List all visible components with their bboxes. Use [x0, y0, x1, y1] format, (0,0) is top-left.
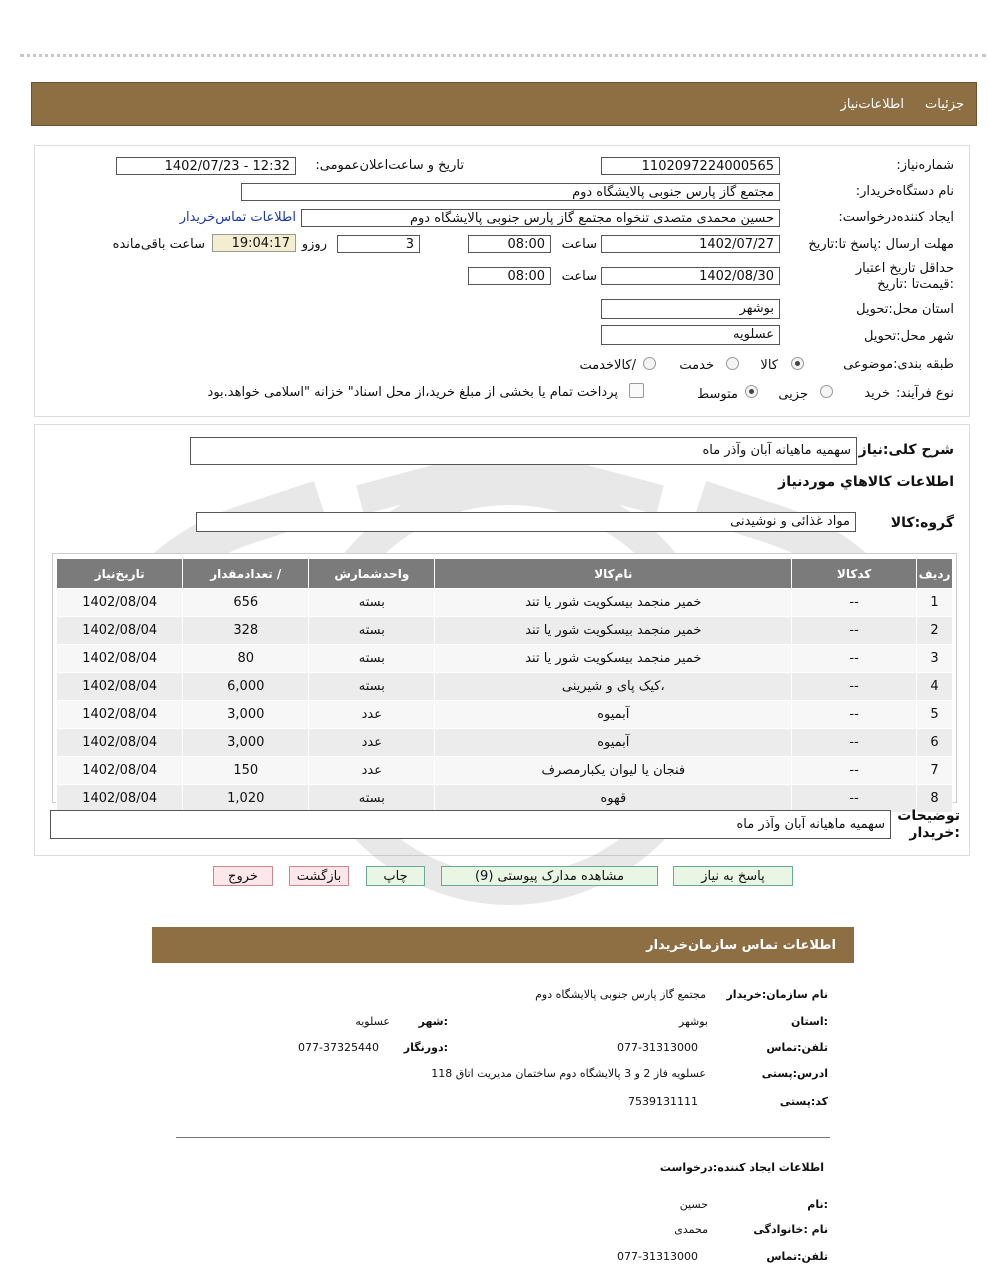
cell-date: 1402/08/04 [57, 673, 183, 701]
cell-unit: بسته [309, 617, 435, 645]
process-partial-radio[interactable] [820, 385, 833, 398]
days-label: روزو [301, 237, 327, 252]
org-label: نام سازمان:خریدار [726, 988, 828, 1001]
cell-row: 5 [917, 701, 953, 729]
province-label: استان محل:تحویل [856, 302, 954, 317]
cell-quantity: 6,000 [183, 673, 309, 701]
announce-field: 1402/07/23 - 12:32 [116, 157, 296, 175]
col-row: ردیف [917, 559, 953, 589]
cell-unit: بسته [309, 589, 435, 617]
cell-quantity: 1,020 [183, 785, 309, 813]
view-attachments-button[interactable]: مشاهده مدارک پیوستی (9) [441, 866, 658, 886]
table-row [57, 617, 953, 645]
cell-row: 2 [917, 617, 953, 645]
buyer-notes-label: توضیحات :خریدار [897, 808, 960, 841]
col-date: تاریخ‌نیاز [57, 559, 183, 589]
top-divider [20, 54, 986, 57]
buyer-field: مجتمع گاز پارس جنوبی پالایشگاه دوم [241, 183, 780, 201]
cell-code: -- [792, 617, 917, 645]
city-field: عسلویه [601, 325, 780, 345]
section-header [31, 82, 977, 126]
cell-code: -- [792, 589, 917, 617]
city-contact-value: عسلویه [355, 1015, 390, 1028]
cell-quantity: 3,000 [183, 701, 309, 729]
buyer-contact-link[interactable]: اطلاعات تماس‌خریدار [179, 210, 296, 225]
family-value: محمدی [674, 1223, 708, 1236]
cell-row: 4 [917, 673, 953, 701]
creator-phone-label: تلفن:تماس [766, 1250, 828, 1263]
deadline-date-field: 1402/07/27 [601, 235, 780, 253]
goods-group-label: گروه:کالا [890, 515, 954, 531]
cell-quantity: 150 [183, 757, 309, 785]
fax-value: 077-37325440 [298, 1041, 379, 1054]
cell-date: 1402/08/04 [57, 589, 183, 617]
category-both-radio[interactable] [643, 357, 656, 370]
table-row [57, 729, 953, 757]
cell-name: خمیر منجمد بیسکویت شور یا تند [435, 589, 792, 617]
deadline-time-field: 08:00 [468, 235, 551, 253]
category-service-radio[interactable] [726, 357, 739, 370]
cell-row: 1 [917, 589, 953, 617]
buyer-label: نام دستگاه‌خریدار: [855, 184, 954, 199]
cell-code: -- [792, 729, 917, 757]
cell-name: آبمیوه [435, 729, 792, 757]
days-field: 3 [337, 235, 420, 253]
cell-name: فنجان یا لیوان یکبارمصرف [435, 757, 792, 785]
table-row [57, 589, 953, 617]
org-value: مجتمع گاز پارس جنوبی پالایشگاه دوم [535, 988, 706, 1001]
cell-date: 1402/08/04 [57, 645, 183, 673]
table-row [57, 645, 953, 673]
address-label: ادرس:پستی [761, 1067, 828, 1080]
exit-button[interactable]: خروج [213, 866, 273, 886]
deadline-label: مهلت ارسال :پاسخ تا:تاریخ [808, 237, 954, 252]
name-value: حسین [679, 1198, 708, 1211]
cell-date: 1402/08/04 [57, 785, 183, 813]
deadline-time-label: ساعت [561, 237, 597, 252]
cell-name: قهوه [435, 785, 792, 813]
cell-row: 6 [917, 729, 953, 757]
cell-code: -- [792, 645, 917, 673]
family-label: نام :خانوادگی [753, 1223, 828, 1236]
city-label: شهر محل:تحویل [864, 329, 954, 344]
cell-name: ،کیک پای و شیرینی [435, 673, 792, 701]
goods-group-field: مواد غذائی و نوشیدنی [196, 512, 856, 532]
tab-details[interactable]: جزئیات [925, 97, 964, 112]
process-label: نوع فرآیند: [896, 386, 954, 401]
cell-row: 7 [917, 757, 953, 785]
goods-info-title: اطلاعات کالاهاي موردنياز [778, 474, 954, 490]
contact-title: اطلاعات تماس سازمان‌خریدار [646, 938, 836, 953]
validity-date-field: 1402/08/30 [601, 267, 780, 285]
announce-label: تاریخ و ساعت‌اعلان‌عمومی: [315, 158, 464, 173]
print-button[interactable]: چاپ [366, 866, 425, 886]
cell-date: 1402/08/04 [57, 617, 183, 645]
cell-row: 8 [917, 785, 953, 813]
category-goods-radio[interactable] [791, 357, 804, 370]
fax-label: :دورنگار [403, 1041, 448, 1054]
province-contact-value: بوشهر [678, 1015, 708, 1028]
process-medium-label: متوسط [697, 387, 738, 402]
cell-date: 1402/08/04 [57, 729, 183, 757]
province-field: بوشهر [601, 299, 780, 319]
validity-time-field: 08:00 [468, 267, 551, 285]
postal-label: کد:پستی [779, 1095, 828, 1108]
category-service-label: خدمت [679, 358, 714, 373]
cell-quantity: 656 [183, 589, 309, 617]
creator-info-title: اطلاعات ایجاد کننده:درخواست [659, 1161, 824, 1174]
cell-unit: عدد [309, 701, 435, 729]
remaining-label: ساعت باقی‌مانده [112, 237, 205, 252]
postal-value: 7539131111 [628, 1095, 698, 1108]
validity-label: حداقل تاریخ اعتبار :قیمت‌تا :تاریخ [855, 261, 954, 292]
cell-row: 3 [917, 645, 953, 673]
cell-name: خمیر منجمد بیسکویت شور یا تند [435, 645, 792, 673]
remaining-time: 19:04:17 [212, 234, 296, 252]
table-row [57, 757, 953, 785]
creator-phone-value: 077-31313000 [617, 1250, 698, 1263]
province-contact-label: :استان [791, 1015, 828, 1028]
contact-divider [176, 1137, 830, 1138]
cell-code: -- [792, 757, 917, 785]
cell-code: -- [792, 785, 917, 813]
cell-quantity: 328 [183, 617, 309, 645]
cell-unit: عدد [309, 757, 435, 785]
cell-date: 1402/08/04 [57, 757, 183, 785]
name-label: :نام [807, 1198, 828, 1211]
cell-quantity: 80 [183, 645, 309, 673]
back-button[interactable]: بازگشت [289, 866, 349, 886]
category-goods-label: کالا [760, 358, 778, 373]
cell-name: آبمیوه [435, 701, 792, 729]
treasury-payment-checkbox[interactable] [629, 383, 644, 398]
creator-label: ایجاد کننده‌درخواست: [838, 210, 954, 225]
creator-field: حسین محمدی متصدی تنخواه مجتمع گاز پارس جنوبی پالایشگاه دوم [301, 209, 780, 227]
validity-time-label: ساعت [561, 269, 597, 284]
cell-code: -- [792, 701, 917, 729]
cell-unit: بسته [309, 645, 435, 673]
table-row [57, 701, 953, 729]
description-label: شرح کلی:نیاز [858, 442, 954, 458]
tab-need-info[interactable]: اطلاعات‌نیاز [840, 97, 904, 112]
contact-header [152, 927, 854, 963]
col-unit: واحدشمارش [309, 559, 435, 589]
description-field: سهمیه ماهیانه آبان وآذر ماه [190, 437, 857, 465]
table-row [57, 673, 953, 701]
col-code: کدکالا [792, 559, 917, 589]
process-medium-radio[interactable] [745, 385, 758, 398]
cell-name: خمیر منجمد بیسکویت شور یا تند [435, 617, 792, 645]
cell-unit: بسته [309, 785, 435, 813]
city-contact-label: :شهر [418, 1015, 448, 1028]
number-label: شماره‌نیاز: [896, 158, 954, 173]
process-buy-label: خرید [864, 386, 890, 401]
cell-unit: بسته [309, 673, 435, 701]
category-both-label: /کالاخدمت [579, 358, 636, 373]
phone-label: تلفن:تماس [766, 1041, 828, 1054]
buyer-notes-field: سهمیه ماهیانه آبان وآذر ماه [50, 810, 891, 839]
table-row [57, 785, 953, 813]
number-field: 1102097224000565 [601, 157, 780, 175]
col-name: نام‌کالا [435, 559, 792, 589]
address-value: عسلویه فاز 2 و 3 پالایشگاه دوم ساختمان مدیریت اتاق 118 [431, 1067, 706, 1080]
treasury-payment-note: پرداخت تمام یا بخشی از مبلغ خرید،از محل اسناد" خزانه "اسلامی خواهد.بود [207, 385, 618, 400]
category-label: طبقه بندی:موضوعی [843, 357, 954, 372]
col-quantity: / تعدادمقدار [183, 559, 309, 589]
items-table [56, 558, 953, 813]
cell-code: -- [792, 673, 917, 701]
cell-quantity: 3,000 [183, 729, 309, 757]
phone-value: 077-31313000 [617, 1041, 698, 1054]
process-partial-label: جزیی [778, 387, 808, 402]
reply-button[interactable]: پاسخ به نیاز [673, 866, 793, 886]
cell-unit: عدد [309, 729, 435, 757]
cell-date: 1402/08/04 [57, 701, 183, 729]
